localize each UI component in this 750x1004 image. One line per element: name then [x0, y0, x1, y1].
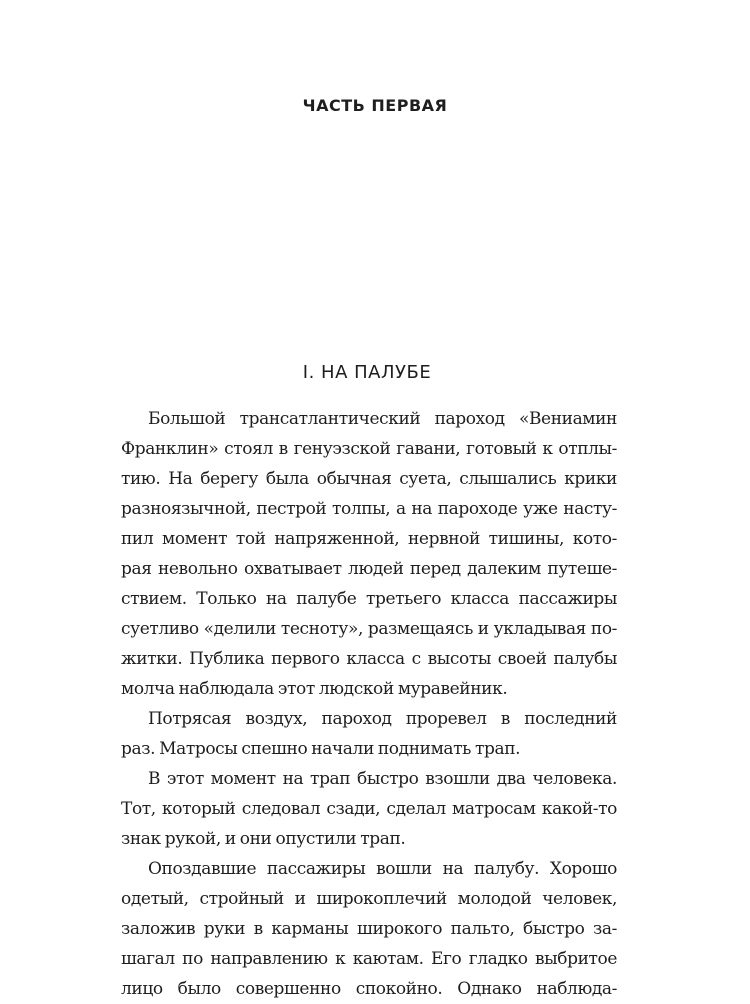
text-line: тию. На берегу была обычная суета, слышались крики [121, 469, 617, 489]
text-line: житки. Публика первого класса с высоты своей палубы [121, 649, 617, 669]
text-line: В этот момент на трап быстро взошли два человека. [148, 769, 617, 789]
body-text [121, 404, 617, 1004]
text-line: разноязычной, пестрой толпы, а на пароходе уже насту- [121, 499, 617, 519]
text-line: шагал по направлению к каютам. Его гладко выбритое [121, 949, 617, 969]
text-line: Потрясая воздух, пароход проревел в последний [148, 709, 617, 729]
text-line: рая невольно охватывает людей перед далеким путеше- [121, 559, 617, 579]
part-title: ЧАСТЬ ПЕРВАЯ [302, 96, 448, 115]
text-line: Тот, который следовал сзади, сделал матросам какой-то [121, 799, 617, 819]
text-line: пил момент той напряженной, нервной тишины, кото- [121, 529, 617, 549]
text-line: раз. Матросы спешно начали поднимать трап. [121, 739, 521, 759]
text-line: заложив руки в карманы широкого пальто, быстро за- [121, 919, 617, 939]
text-line: Франклин» стоял в генуэзской гавани, готовый к отплы- [121, 439, 617, 459]
text-line: лицо было совершенно спокойно. Однако наблюда- [121, 979, 617, 999]
text-line: суетливо «делили тесноту», размещаясь и укладывая по- [121, 619, 617, 639]
text-line: ствием. Только на палубе третьего класса пассажиры [121, 589, 617, 609]
text-line: Опоздавшие пассажиры вошли на палубу. Хорошо [148, 859, 617, 879]
text-line: молча наблюдала этот людской муравейник. [121, 679, 508, 699]
text-line: Большой трансатлантический пароход «Вениамин [148, 409, 617, 429]
chapter-title: I. НА ПАЛУБЕ [302, 362, 432, 383]
text-line: одетый, стройный и широкоплечий молодой человек, [121, 889, 617, 909]
text-line: знак рукой, и они опустили трап. [121, 829, 406, 849]
